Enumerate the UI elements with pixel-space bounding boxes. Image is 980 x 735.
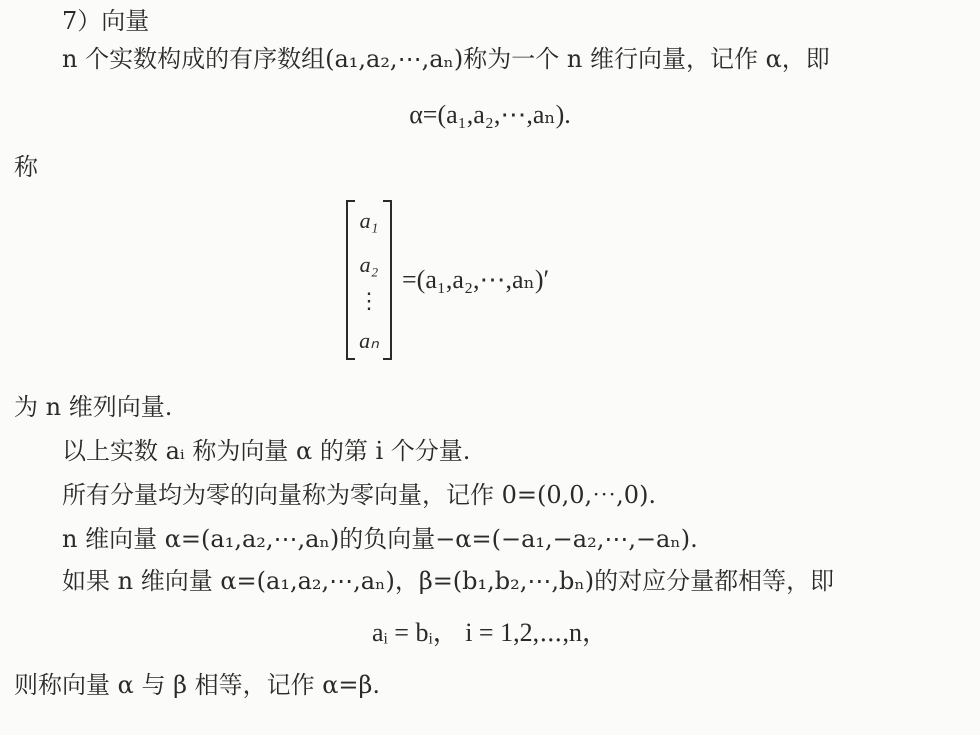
matrix-entry-dots: ⋮ [358,288,380,313]
column-vector-matrix [346,200,392,360]
row-vector-definition: n 个实数构成的有序数组(a₁,a₂,⋯,aₙ)称为一个 n 维行向量，记作 α，即 [62,45,830,73]
column-vector-transpose: =(a₁,a₂,⋯,aₙ)′ [402,265,550,294]
matrix-entry-2: a₂ [359,252,379,277]
call-word: 称 [14,153,38,181]
section-title: 7）向量 [62,7,150,35]
row-vector-equation: α=(a₁,a₂,⋯,aₙ). [409,100,571,129]
column-vector-equation [346,200,549,360]
zero-vector-definition: 所有分量均为零的向量称为零向量，记作 0=(0,0,⋯,0). [62,481,657,509]
equality-conclusion: 则称向量 α 与 β 相等，记作 α=β. [14,671,381,699]
matrix-entry-1: a₁ [359,208,379,233]
negative-vector-definition: n 维向量 α=(a₁,a₂,⋯,aₙ)的负向量−α=(−a₁,−a₂,⋯,−aₙ). [62,525,698,553]
matrix-entry-n: aₙ [359,328,379,353]
equality-intro: 如果 n 维向量 α=(a₁,a₂,⋯,aₙ)，β=(b₁,b₂,⋯,bₙ)的对应分量都相等，即 [62,567,835,595]
column-vector-name: 为 n 维列向量. [14,393,173,421]
component-definition: 以上实数 aᵢ 称为向量 α 的第 i 个分量. [62,437,471,465]
equality-condition: aᵢ = bᵢ， i = 1,2,⋯,n， [372,618,608,647]
